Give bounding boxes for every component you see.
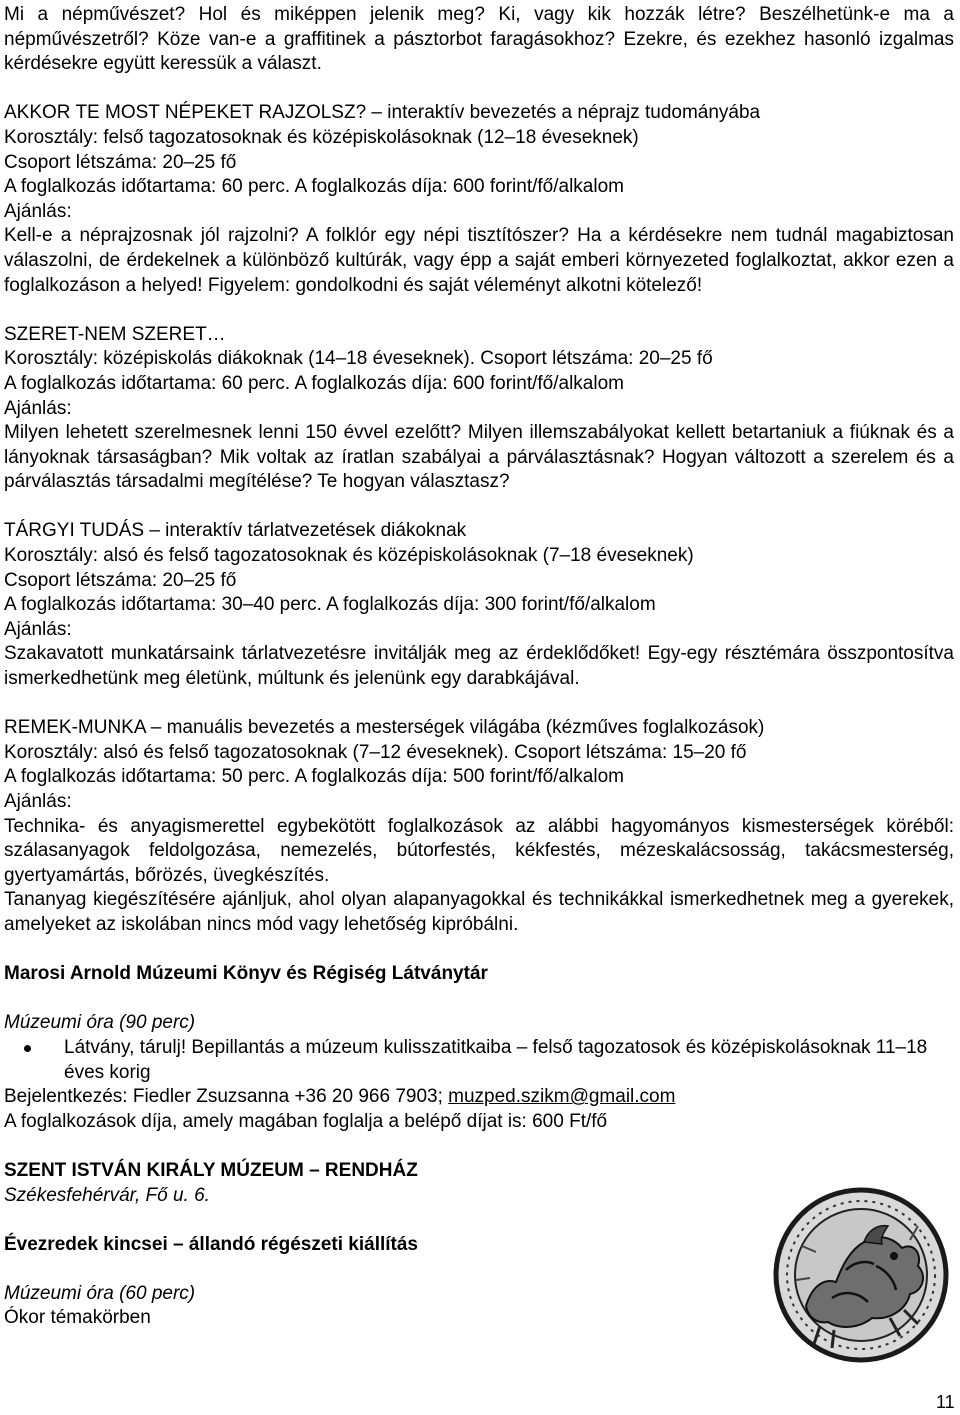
lesson-heading: Múzeumi óra (60 perc) xyxy=(4,1282,196,1304)
page-number: 11 xyxy=(936,1392,955,1412)
museum-latvanytar xyxy=(4,962,954,1134)
duration-fee: A foglalkozás időtartama: 60 perc. A foglalkozás díja: 600 forint/fő/alkalom xyxy=(4,372,624,394)
program-title-line xyxy=(4,716,954,741)
program-description-2: Tananyag kiegészítésére ajánljuk, ahol olyan alapanyagokkal és technikákkal ismerkedhetnek meg a gyerekek, amelyeket az iskolában nincs mód vagy lehetőség kipróbálni. xyxy=(4,889,954,935)
program-remek-munka xyxy=(4,716,954,937)
booking-prefix: Bejelentkezés: Fiedler Zsuzsanna +36 20 966 7903; xyxy=(4,1086,449,1108)
museum-name: Marosi Arnold Múzeumi Könyv és Régiség Látványtár xyxy=(4,963,488,985)
age-group: Korosztály: felső tagozatosoknak és középiskolásoknak (12–18 éveseknek) xyxy=(4,126,639,148)
program-title: TÁRGYI TUDÁS xyxy=(4,520,145,542)
bullet-icon xyxy=(24,1045,31,1052)
program-nepeket-rajzolsz xyxy=(4,101,954,298)
recommendation-label: Ajánlás: xyxy=(4,618,72,640)
program-title: AKKOR TE MOST NÉPEKET RAJZOLSZ? xyxy=(4,102,367,124)
recommendation-label: Ajánlás: xyxy=(4,397,72,419)
duration-fee: A foglalkozás időtartama: 30–40 perc. A foglalkozás díja: 300 forint/fő/alkalom xyxy=(4,594,656,616)
program-description: Technika- és anyagismerettel egybekötött foglalkozások az alábbi hagyományos kismesterségek köréből: szálasanyagok feldolgozása, nemezelés, bútorfestés, kékfestés, mézeskalácsosság, takácsmesterség, gyertyamártás, bőrözés, üvegkészítés. xyxy=(4,815,954,886)
age-group: Korosztály: alsó és felső tagozatosoknak és középiskolásoknak (7–18 éveseknek) xyxy=(4,545,694,567)
program-subtitle: – interaktív bevezetés a néprajz tudományába xyxy=(366,102,761,124)
program-title-line xyxy=(4,519,954,544)
lesson-heading: Múzeumi óra (90 perc) xyxy=(4,1012,196,1034)
group-size: Csoport létszáma: 20–25 fő xyxy=(4,569,237,591)
program-description: Kell-e a néprajzosnak jól rajzolni? A folklór egy népi tisztítószer? Ha a kérdésekre nem tudnál magabiztosan válaszolni, de érdekelnek a különböző kultúrák, vagy épp a saját emberi környezeted foglalkoztat, akkor ezen a foglalkozáson a helyed! Figyelem: gondolkodni és saját véleményt alkotni kötelező! xyxy=(4,225,954,296)
fee-line: A foglalkozások díja, amely magában foglalja a belépő díjat is: 600 Ft/fő xyxy=(4,1110,608,1132)
intro-paragraph: Mi a népművészet? Hol és miképpen jelenik meg? Ki, vagy kik hozzák létre? Beszélhetünk-e ma a népművészetről? Köze van-e a graffitinek a pásztorbot faragásokhoz? Ezekre, és ezekhez hasonló izgalmas kérdésekre együtt keressük a választ. xyxy=(4,4,954,75)
booking-email-link[interactable]: muzped.szikm@gmail.com xyxy=(448,1086,676,1108)
exhibition-title: Évezredek kincsei – állandó régészeti kiállítás xyxy=(4,1233,418,1255)
program-subtitle: – manuális bevezetés a mesterségek világába (kézműves foglalkozások) xyxy=(145,717,765,739)
program-description: Szakavatott munkatársaink tárlatvezetésre invitálják meg az érdeklődőket! Egy-egy résztémára összpontosítva ismerkedhetünk meg életünk, múltunk és jelenünk egy darabkájával. xyxy=(4,643,954,690)
program-title-line xyxy=(4,101,954,126)
group-size: Csoport létszáma: 20–25 fő xyxy=(4,151,237,173)
age-group: Korosztály: középiskolás diákoknak (14–18 éveseknek). Csoport létszáma: 20–25 fő xyxy=(4,348,713,370)
program-title: REMEK-MUNKA xyxy=(4,717,146,739)
recommendation-label: Ajánlás: xyxy=(4,791,72,812)
program-targyi-tudas xyxy=(4,519,954,691)
program-subtitle: – interaktív tárlatvezetések diákoknak xyxy=(144,520,467,542)
program-description: Milyen lehetett szerelmesnek lenni 150 évvel ezelőtt? Milyen illemszabályokat kellett betartaniuk a fiúknak és a lányoknak társaságban? Mik voltak az íratlan szabályai a párválasztásnak? Hogyan változott a szerelem és a párválasztás társadalmi megítélése? Te hogyan választasz? xyxy=(4,422,954,493)
duration-fee: A foglalkozás időtartama: 60 perc. A foglalkozás díja: 600 forint/fő/alkalom xyxy=(4,176,624,198)
program-title: SZERET-NEM SZERET… xyxy=(4,323,226,345)
bullet-text: Látvány, tárulj! Bepillantás a múzeum kulisszatitkaiba – felső tagozatosok és középiskolásoknak 11–18 éves korig xyxy=(64,1036,928,1083)
age-group: Korosztály: alsó és felső tagozatosoknak (7–12 éveseknek). Csoport létszáma: 15–20 fő xyxy=(4,741,747,763)
lesson-topic: Ókor témakörben xyxy=(4,1307,151,1329)
museum-name: SZENT ISTVÁN KIRÁLY MÚZEUM – RENDHÁZ xyxy=(4,1159,418,1181)
royal-seal-icon xyxy=(772,1186,950,1364)
program-szeret-nem-szeret xyxy=(4,323,954,495)
document-page xyxy=(4,3,954,1331)
duration-fee: A foglalkozás időtartama: 50 perc. A foglalkozás díja: 500 forint/fő/alkalom xyxy=(4,766,624,788)
bullet-item xyxy=(4,1036,954,1085)
museum-address: Székesfehérvár, Fő u. 6. xyxy=(4,1184,210,1206)
recommendation-label: Ajánlás: xyxy=(4,200,72,222)
booking-line xyxy=(4,1085,954,1110)
